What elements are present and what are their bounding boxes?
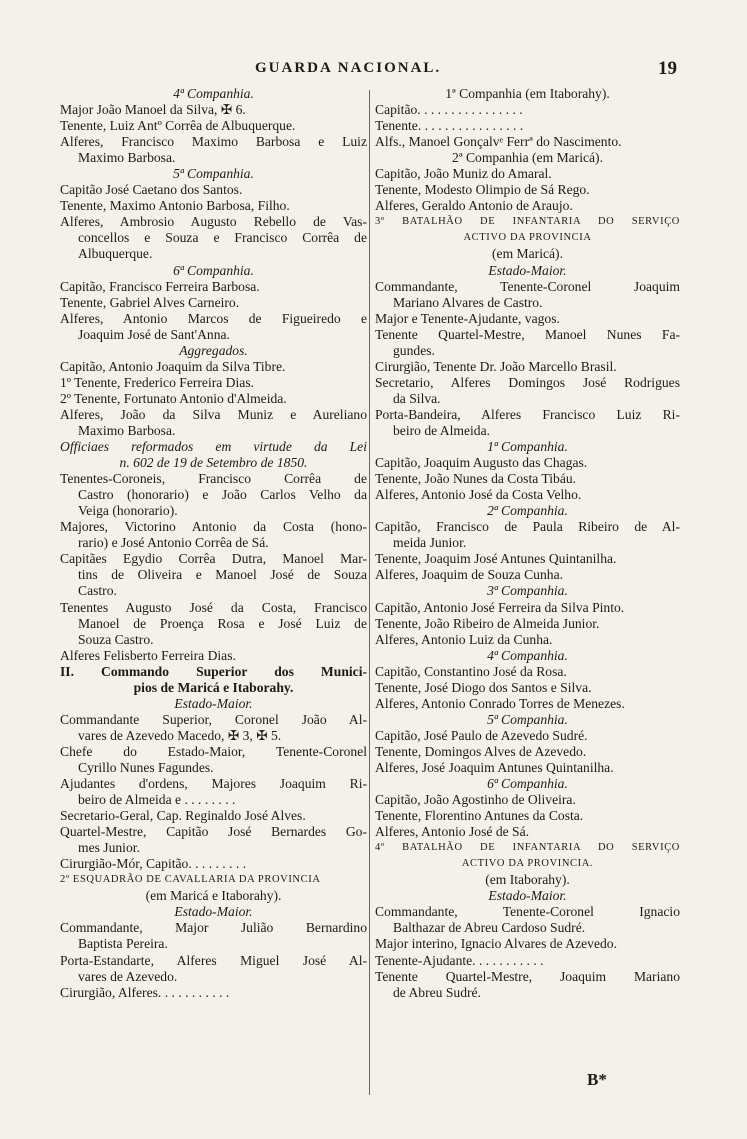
text-line: 1º Tenente, Frederico Ferreira Dias. (60, 374, 255, 390)
text-line: Tenentes Augusto José da Costa, Francisco (60, 599, 367, 615)
text-line: Balthazar de Abreu Cardoso Sudré. (393, 920, 586, 936)
text-line: Joaquim José de Sant'Anna. (78, 326, 230, 342)
text-line: II. Commando Superior dos Munici- (60, 663, 367, 679)
text-line: Capitão, José Paulo de Azevedo Sudré. (375, 727, 588, 743)
text-line: Capitão, João Muniz do Amaral. (375, 166, 552, 182)
text-line: Chefe do Estado-Maior, Tenente-Coronel (60, 743, 367, 759)
left-column (60, 86, 367, 1001)
text-line: Porta-Bandeira, Alferes Francisco Luiz Ri- (375, 406, 680, 422)
text-line: Estado-Maior. (174, 904, 253, 920)
text-line: 6ª Companhia. (173, 262, 254, 278)
text-line: Tenentes-Coroneis, Francisco Corrêa de (60, 471, 367, 487)
text-line: (em Maricá). (492, 246, 563, 262)
text-line: Manoel de Proença Rosa e José Luiz de (78, 615, 367, 631)
text-line: Capitão, Joaquim Augusto das Chagas. (375, 455, 588, 471)
text-line: 3ª Companhia. (487, 583, 568, 599)
text-line: 6ª Companhia. (487, 776, 568, 792)
text-line: Alferes, Antonio Conrado Torres de Menezes. (375, 695, 625, 711)
text-line: 3º BATALHÃO DE INFANTARIA DO SERVIÇO (375, 216, 680, 228)
text-line: Ajudantes d'ordens, Majores Joaquim Ri- (60, 776, 367, 792)
text-line: Quartel-Mestre, Capitão José Bernardes Go- (60, 824, 367, 840)
text-line: Tenente, José Diogo dos Santos e Silva. (375, 679, 592, 695)
text-line: Aggregados. (179, 342, 248, 358)
text-line: Cirurgião, Tenente Dr. João Marcello Brasil. (375, 358, 617, 374)
text-line: ACTIVO DA PROVINCIA (463, 232, 592, 244)
text-line: Commandante, Tenente-Coronel Ignacio (375, 904, 680, 920)
text-line: beiro de Almeida. (393, 422, 491, 438)
text-line: Maximo Barbosa. (78, 422, 176, 438)
text-line: Castro. (78, 583, 117, 599)
text-line: 4º BATALHÃO DE INFANTARIA DO SERVIÇO (375, 842, 680, 854)
text-line: Tenente, João Ribeiro de Almeida Junior. (375, 615, 600, 631)
text-line: Alferes, Joaquim de Souza Cunha. (375, 567, 564, 583)
text-line: Tenente, Modesto Olimpio de Sá Rego. (375, 182, 590, 198)
text-line: (em Maricá e Itaborahy). (145, 888, 282, 904)
signature-mark: B* (587, 1070, 607, 1089)
text-line: 2º ESQUADRÃO DE CAVALLARIA DA PROVINCIA (60, 874, 321, 886)
text-line: n. 602 de 19 de Setembro de 1850. (119, 455, 308, 471)
text-line: Majores, Victorino Antonio da Costa (hono- (60, 519, 367, 535)
text-line: Tenente Quartel-Mestre, Joaquim Mariano (375, 968, 680, 984)
text-line: Maximo Barbosa. (78, 150, 176, 166)
text-line: Secretario-Geral, Cap. Reginaldo José Alves. (60, 808, 306, 824)
text-line: 2ª Companhia. (487, 503, 568, 519)
text-line: meida Junior. (393, 535, 467, 551)
text-line: Estado-Maior. (174, 695, 253, 711)
text-line: Alferes, Antonio José da Costa Velho. (375, 487, 582, 503)
text-line: Capitão, Francisco de Paula Ribeiro de Al- (375, 519, 680, 535)
text-line: Veiga (honorario). (78, 503, 178, 519)
text-line: mes Junior. (78, 840, 140, 856)
text-line: 2ª Companhia (em Maricá). (452, 150, 603, 166)
text-line: Alfs., Manoel Gonçalvᵉ Ferrª do Nascimento. (375, 134, 622, 150)
text-line: Alferes, Antonio José de Sá. (375, 824, 530, 840)
text-line: Tenente, Joaquim José Antunes Quintanilha. (375, 551, 617, 567)
text-line: beiro de Almeida e . . . . . . . . (78, 792, 236, 808)
text-line: Alferes, Antonio Marcos de Figueiredo e (60, 310, 367, 326)
text-line: Alferes, José Joaquim Antunes Quintanilha. (375, 759, 614, 775)
text-line: Capitão, Constantino José da Rosa. (375, 663, 567, 679)
text-line: concellos e Souza e Francisco Corrêa de (78, 230, 367, 246)
text-line: Alferes Felisberto Ferreira Dias. (60, 647, 236, 663)
text-line: Porta-Estandarte, Alferes Miguel José Al- (60, 952, 367, 968)
text-line: tins de Oliveira e Manoel José de Souza (78, 567, 367, 583)
text-line: Tenente Quartel-Mestre, Manoel Nunes Fa- (375, 326, 680, 342)
text-line: Cyrillo Nunes Fagundes. (78, 759, 214, 775)
text-line: 1ª Companhia. (487, 439, 568, 455)
text-line: Capitão, Francisco Ferreira Barbosa. (60, 278, 260, 294)
text-line: da Silva. (393, 390, 441, 406)
text-line: Estado-Maior. (488, 262, 567, 278)
text-line: gundes. (393, 342, 435, 358)
text-line: Capitão José Caetano dos Santos. (60, 182, 243, 198)
text-line: Mariano Alvares de Castro. (393, 294, 543, 310)
text-line: Alferes, Geraldo Antonio de Araujo. (375, 198, 573, 214)
text-line: 2º Tenente, Fortunato Antonio d'Almeida. (60, 390, 287, 406)
text-line: Commandante, Major Julião Bernardino (60, 920, 367, 936)
text-line: Tenente, Florentino Antunes da Costa. (375, 808, 584, 824)
text-line: Alferes, Ambrosio Augusto Rebello de Vas- (60, 214, 367, 230)
text-line: Baptista Pereira. (78, 936, 168, 952)
text-line: de Abreu Sudré. (393, 984, 481, 1000)
text-line: Officiaes reformados em virtude da Lei (60, 439, 367, 455)
text-line: Capitão, João Agostinho de Oliveira. (375, 792, 576, 808)
text-line: Alferes, Francisco Maximo Barbosa e Luiz (60, 134, 367, 150)
page-number: 19 (658, 58, 677, 79)
text-line: Alferes, Antonio Luiz da Cunha. (375, 631, 553, 647)
text-line: Major interino, Ignacio Alvares de Azevedo. (375, 936, 617, 952)
text-line: Cirurgião-Mór, Capitão. . . . . . . . . (60, 856, 247, 872)
text-line: Castro (honorario) e João Carlos Velho da (78, 487, 367, 503)
text-line: Estado-Maior. (488, 888, 567, 904)
text-line: Tenente-Ajudante. . . . . . . . . . . (375, 952, 544, 968)
text-line: vares de Azevedo. (78, 968, 178, 984)
text-line: Capitão. . . . . . . . . . . . . . . . (375, 102, 523, 118)
text-line: Capitães Egydio Corrêa Dutra, Manoel Mar- (60, 551, 367, 567)
text-line: 4ª Companhia. (173, 86, 254, 101)
text-line: vares de Azevedo Macedo, ✠ 3, ✠ 5. (78, 727, 282, 743)
text-line: Tenente, Maximo Antonio Barbosa, Filho. (60, 198, 290, 214)
text-line: rario) e José Antonio Corrêa de Sá. (78, 535, 269, 551)
text-line: 5ª Companhia. (173, 166, 254, 182)
text-line: Major e Tenente-Ajudante, vagos. (375, 310, 560, 326)
text-line: Capitão, Antonio Joaquim da Silva Tibre. (60, 358, 286, 374)
text-line: Alferes, João da Silva Muniz e Aureliano (60, 406, 367, 422)
text-line: (em Itaborahy). (485, 872, 570, 888)
text-line: Albuquerque. (78, 246, 153, 262)
column-divider (369, 90, 370, 1095)
text-line: Tenente, Domingos Alves de Azevedo. (375, 743, 587, 759)
text-line: Major João Manoel da Silva, ✠ 6. (60, 102, 246, 118)
text-line: Tenente, João Nunes da Costa Tibáu. (375, 471, 577, 487)
text-line: ACTIVO DA PROVINCIA. (461, 858, 594, 870)
running-title: GUARDA NACIONAL. (255, 60, 442, 76)
page-header (0, 58, 747, 82)
text-line: 5ª Companhia. (487, 711, 568, 727)
right-column (375, 86, 680, 1001)
text-line: Capitão, Antonio José Ferreira da Silva Pinto. (375, 599, 625, 615)
text-line: Secretario, Alferes Domingos José Rodrigues (375, 374, 680, 390)
text-line: Tenente, Gabriel Alves Carneiro. (60, 294, 240, 310)
text-line: 1ª Companhia (em Itaborahy). (445, 86, 610, 101)
text-line: pios de Maricá e Itaborahy. (133, 679, 294, 695)
text-line: Souza Castro. (78, 631, 154, 647)
text-line: 4ª Companhia. (487, 647, 568, 663)
text-line: Commandante Superior, Coronel João Al- (60, 711, 367, 727)
text-line: Cirurgião, Alferes. . . . . . . . . . . (60, 984, 230, 1000)
text-line: Tenente, Luiz Antº Corrêa de Albuquerque. (60, 118, 296, 134)
text-line: Tenente. . . . . . . . . . . . . . . . (375, 118, 524, 134)
text-line: Commandante, Tenente-Coronel Joaquim (375, 278, 680, 294)
